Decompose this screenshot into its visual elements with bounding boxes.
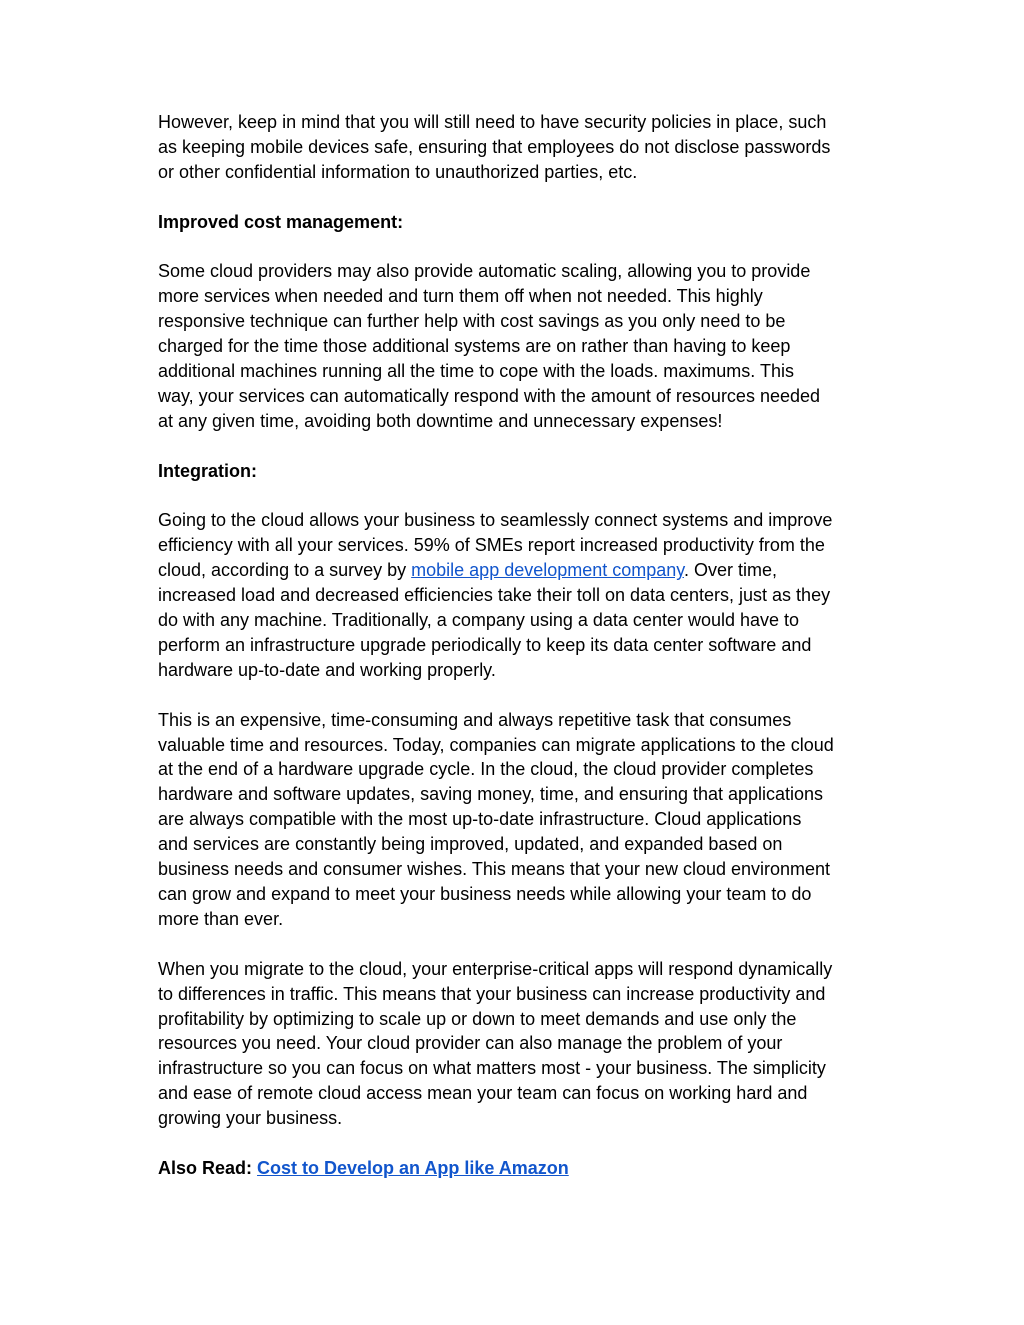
text-line: valuable time and resources. Today, companies can migrate applications to the cloud xyxy=(158,734,834,755)
text-line: hardware and software updates, saving money, time, and ensuring that applications xyxy=(158,784,824,805)
text-line: efficiency with all your services. 59% of SMEs report increased productivity from the xyxy=(158,535,825,556)
text-line: business needs and consumer wishes. This means that your new cloud environment xyxy=(158,859,831,880)
paragraph-integration xyxy=(158,508,878,682)
text-line: However, keep in mind that you will still need to have security policies in place, such xyxy=(158,112,827,132)
text-line: Going to the cloud allows your business to seamlessly connect systems and improve xyxy=(158,510,833,531)
text-line: or other confidential information to unauthorized parties, etc. xyxy=(158,161,638,182)
paragraph-gap xyxy=(158,932,878,957)
document-page xyxy=(158,110,878,1181)
paragraph-cost-management xyxy=(158,259,878,433)
paragraph-gap xyxy=(158,683,878,708)
text-line: and services are constantly being improved, updated, and expanded based on xyxy=(158,834,783,855)
heading-improved-cost-management: Improved cost management: xyxy=(158,211,404,232)
paragraph-gap xyxy=(158,235,878,260)
text-line: profitability by optimizing to scale up or down to meet demands and use only the xyxy=(158,1008,797,1029)
paragraph-migrate-to-cloud xyxy=(158,957,878,1131)
text-line: infrastructure so you can focus on what matters most - your business. The simplicity xyxy=(158,1058,826,1079)
text-line: additional machines running all the time to cope with the loads. maximums. This xyxy=(158,361,794,382)
text-segment: . Over time, xyxy=(683,560,777,581)
text-line: This is an expensive, time-consuming and always repetitive task that consumes xyxy=(158,709,792,730)
text-line: increased load and decreased efficiencies take their toll on data centers, just as they xyxy=(158,585,831,606)
also-read-label: Also Read: xyxy=(158,1157,258,1178)
text-line: do with any machine. Traditionally, a company using a data center would have to xyxy=(158,610,800,631)
heading-integration: Integration: xyxy=(158,460,257,481)
text-line-with-link xyxy=(158,558,878,583)
also-read-line xyxy=(158,1156,878,1181)
text-line: perform an infrastructure upgrade periodically to keep its data center software and xyxy=(158,634,812,655)
mobile-app-development-company-link[interactable]: mobile app development company xyxy=(411,560,684,581)
text-line: hardware up-to-date and working properly. xyxy=(158,659,496,680)
paragraph-gap xyxy=(158,484,878,509)
text-line: Some cloud providers may also provide automatic scaling, allowing you to provide xyxy=(158,261,811,282)
text-line: at any given time, avoiding both downtime and unnecessary expenses! xyxy=(158,410,723,431)
text-line: resources you need. Your cloud provider can also manage the problem of your xyxy=(158,1033,783,1054)
text-line: at the end of a hardware upgrade cycle. In the cloud, the cloud provider completes xyxy=(158,759,814,780)
text-line: charged for the time those additional systems are on rather than having to keep xyxy=(158,336,791,357)
paragraph-gap xyxy=(158,1131,878,1156)
text-line: way, your services can automatically respond with the amount of resources needed xyxy=(158,385,821,406)
text-line: as keeping mobile devices safe, ensuring that employees do not disclose passwords xyxy=(158,136,831,157)
text-line: responsive technique can further help with cost savings as you only need to be xyxy=(158,311,786,332)
text-line: more services when needed and turn them off when not needed. This highly xyxy=(158,286,763,307)
text-line: growing your business. xyxy=(158,1108,343,1129)
paragraph-security-policies xyxy=(158,110,878,185)
paragraph-expensive-task xyxy=(158,708,878,932)
text-line: more than ever. xyxy=(158,908,284,929)
paragraph-gap xyxy=(158,434,878,459)
text-segment: cloud, according to a survey by xyxy=(158,560,412,581)
text-line: can grow and expand to meet your business needs while allowing your team to do xyxy=(158,884,812,905)
paragraph-gap xyxy=(158,185,878,210)
text-line: and ease of remote cloud access mean your team can focus on working hard and xyxy=(158,1083,808,1104)
text-line: When you migrate to the cloud, your enterprise-critical apps will respond dynamically xyxy=(158,958,833,979)
text-line: to differences in traffic. This means that your business can increase productivity and xyxy=(158,983,826,1004)
text-line: are always compatible with the most up-to-date infrastructure. Cloud applications xyxy=(158,809,802,830)
cost-to-develop-app-like-amazon-link[interactable]: Cost to Develop an App like Amazon xyxy=(257,1157,569,1178)
